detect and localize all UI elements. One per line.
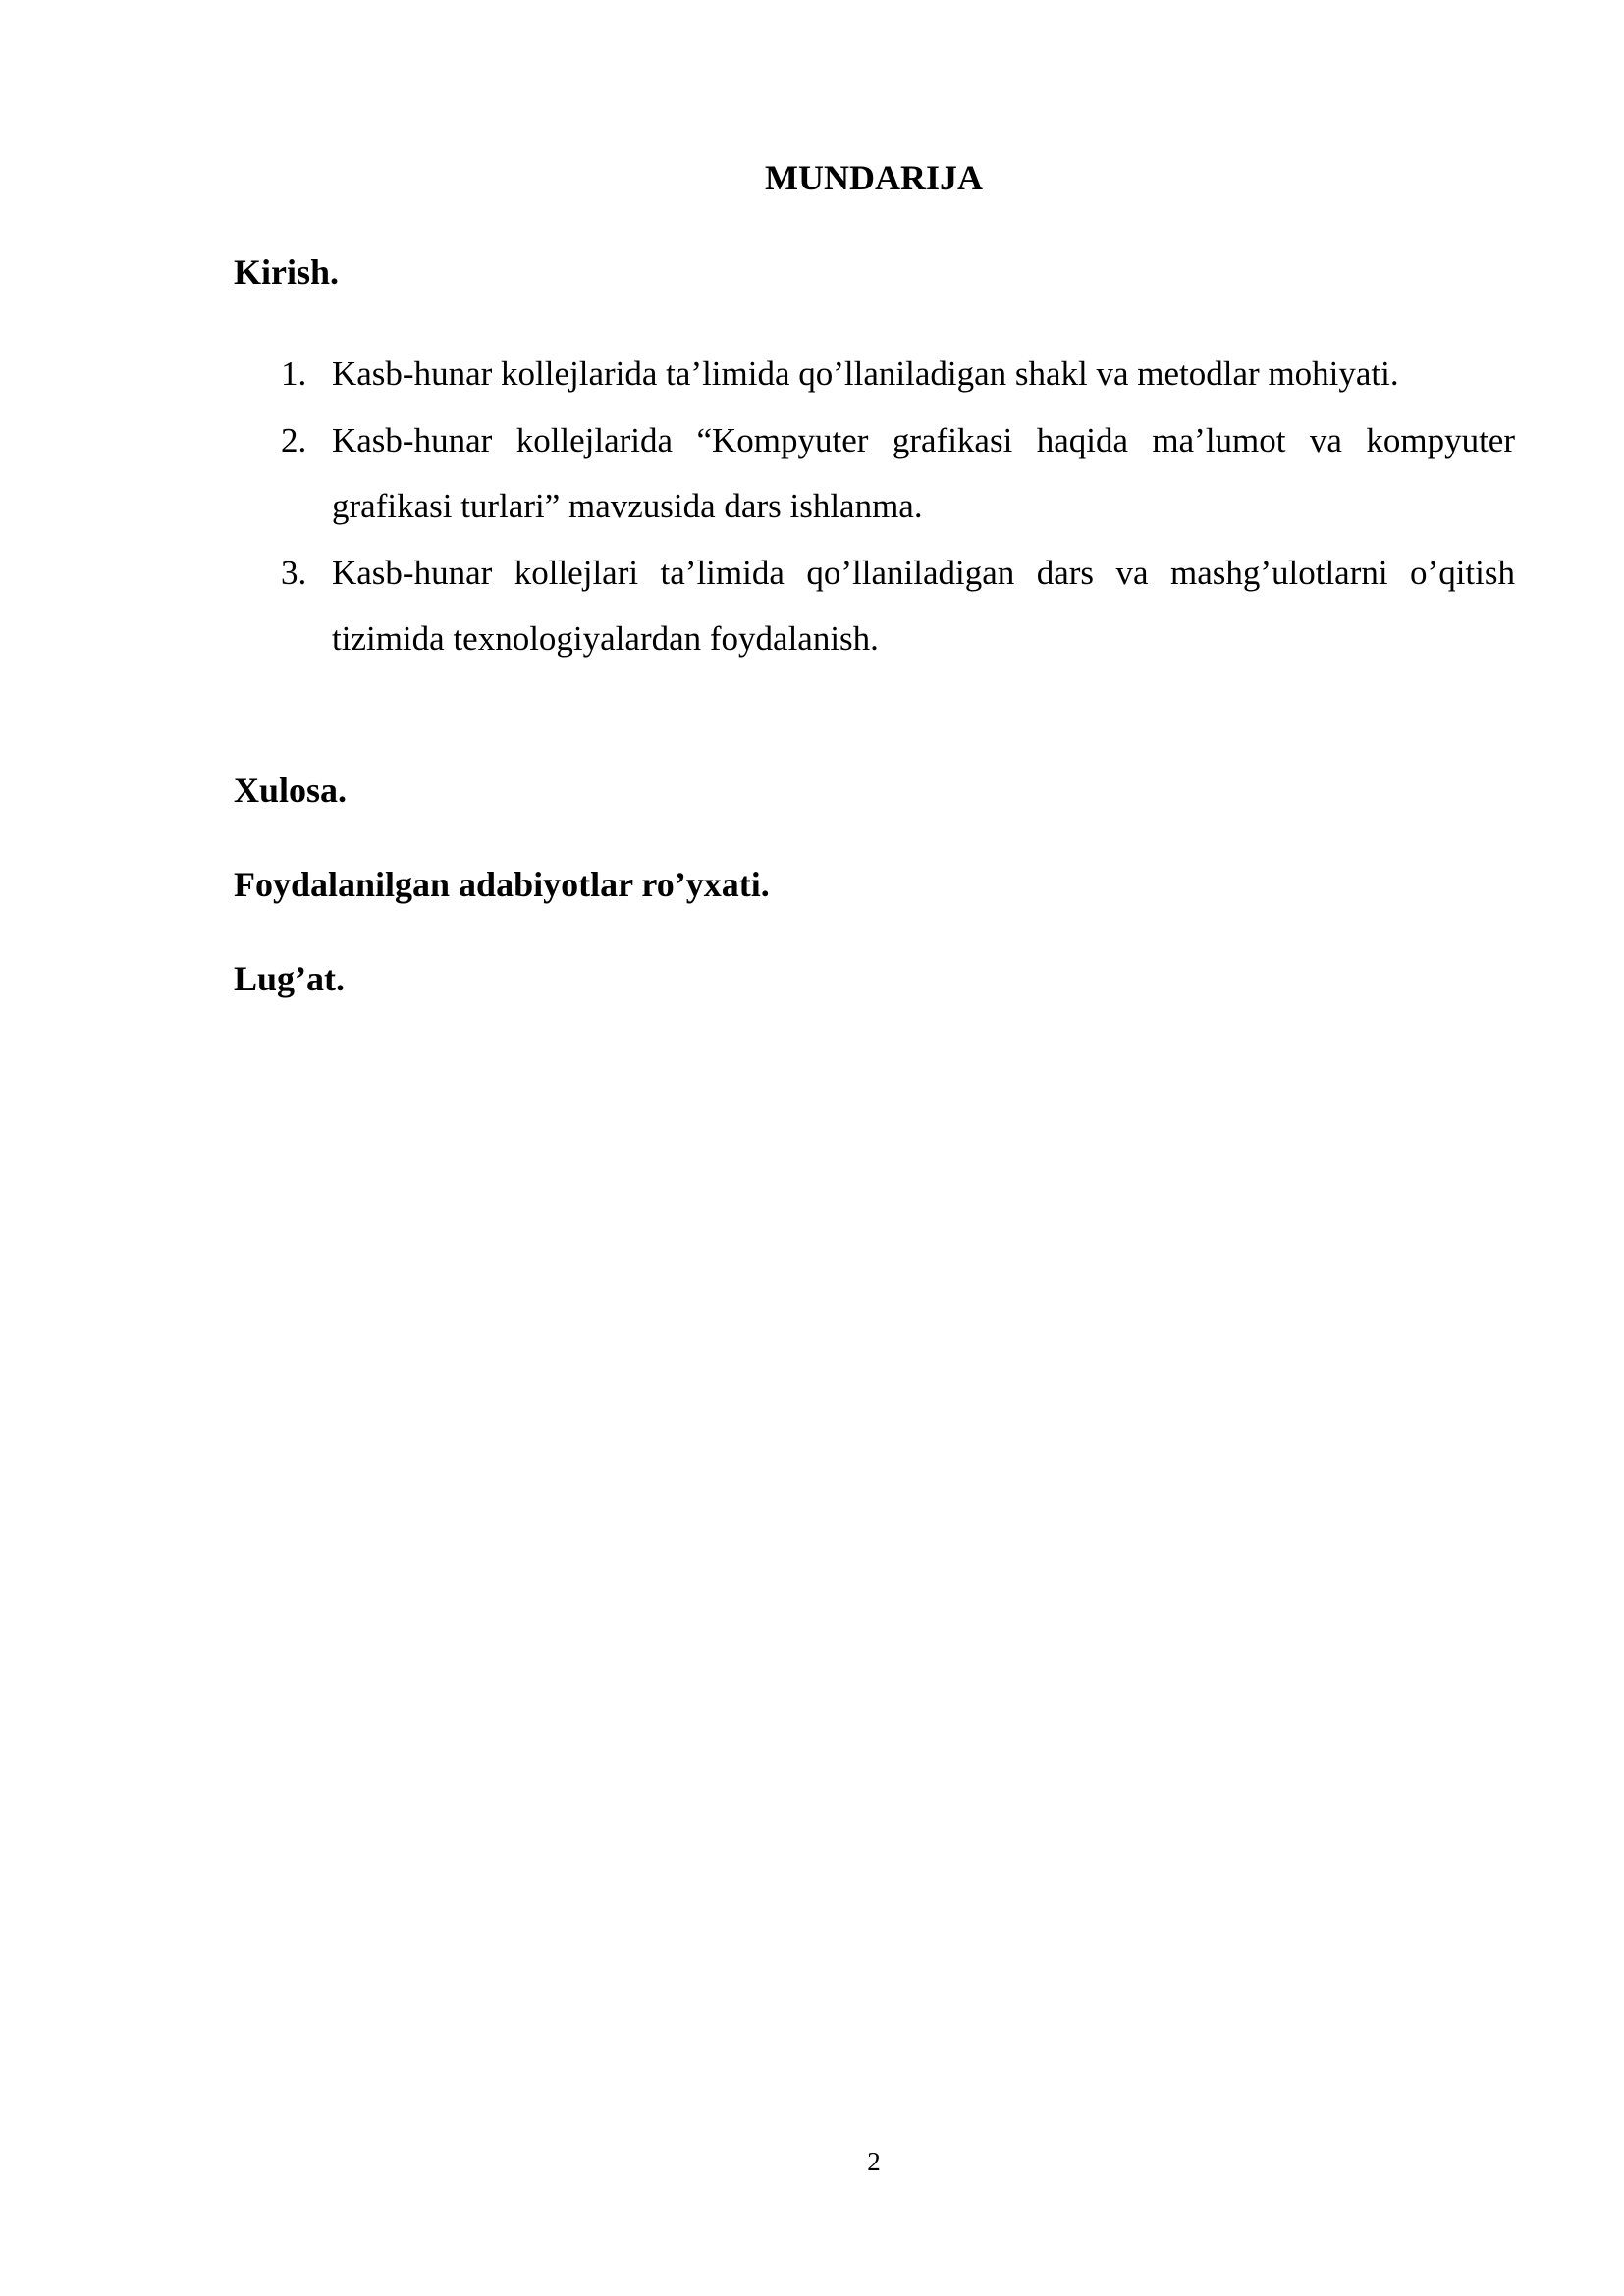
toc-item-text: Kasb-hunar kollejlarida ta’limida qo’llaniladigan shakl va metodlar mohiyati. bbox=[332, 354, 1399, 393]
toc-item-text: Kasb-hunar kollejlarida “Kompyuter grafikasi haqida ma’lumot va kompyuter grafikasi turlari” mavzusida dars ishlanma. bbox=[332, 420, 1515, 525]
toc-heading-conclusion: Xulosa. bbox=[234, 771, 348, 810]
toc-heading-introduction: Kirish. bbox=[234, 252, 340, 292]
toc-heading-references: Foydalanilgan adabiyotlar ro’yxati. bbox=[234, 865, 770, 904]
toc-item-number: 1. bbox=[281, 354, 307, 393]
toc-item bbox=[281, 540, 1515, 672]
toc-item-text: Kasb-hunar kollejlari ta’limida qo’llaniladigan dars va mashg’ulotlarni o’qitish tizimida texnologiyalardan foydalanish. bbox=[332, 553, 1515, 658]
page-title: MUNDARIJA bbox=[765, 158, 983, 197]
toc-heading-glossary: Lug’at. bbox=[234, 959, 346, 998]
toc-list bbox=[0, 341, 1624, 672]
toc-item bbox=[281, 341, 1515, 407]
toc-item-number: 3. bbox=[281, 553, 307, 592]
toc-item-number: 2. bbox=[281, 420, 307, 459]
page-number: 2 bbox=[867, 2147, 881, 2176]
toc-item bbox=[281, 407, 1515, 540]
